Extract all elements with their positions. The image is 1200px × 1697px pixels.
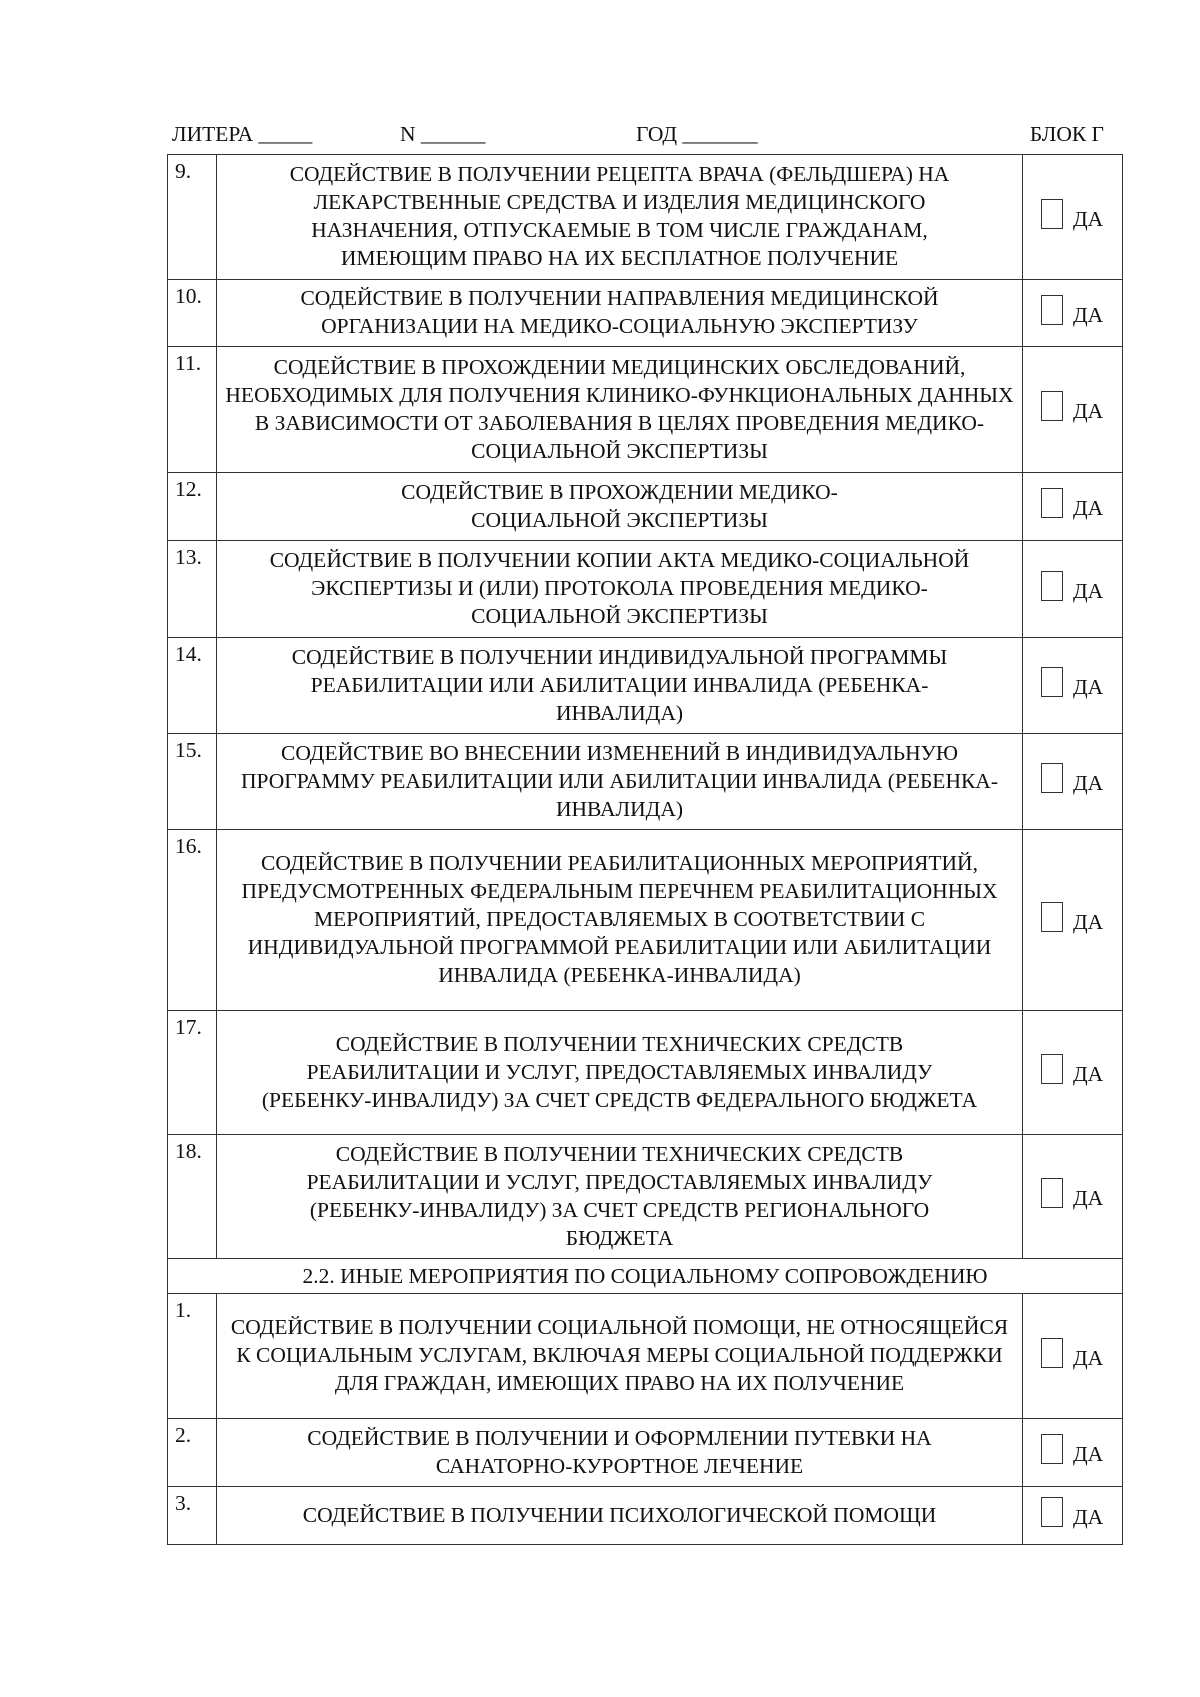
measures-table — [167, 154, 1123, 1545]
yes-label: ДА — [1073, 1062, 1104, 1086]
table-row — [168, 638, 1123, 734]
table-row — [168, 155, 1123, 280]
item-number: 14. — [168, 638, 217, 734]
item-number: 16. — [168, 830, 217, 1011]
yes-cell — [1023, 280, 1123, 347]
number-field-label: N ______ — [400, 122, 486, 146]
item-text: СОДЕЙСТВИЕ В ПОЛУЧЕНИИ РЕЦЕПТА ВРАЧА (ФЕЛЬДШЕРА) НА ЛЕКАРСТВЕННЫЕ СРЕДСТВА И ИЗДЕЛИЯ МЕДИЦИНСКОГО НАЗНАЧЕНИЯ, ОТПУСКАЕМЫЕ В ТОМ ЧИСЛЕ ГРАЖДАНАМ, ИМЕЮЩИМ ПРАВО НА ИХ БЕСПЛАТНОЕ ПОЛУЧЕНИЕ — [217, 155, 1023, 280]
item-text: СОДЕЙСТВИЕ В ПРОХОЖДЕНИИ МЕДИКО-СОЦИАЛЬНОЙ ЭКСПЕРТИЗЫ — [217, 473, 1023, 541]
yes-cell — [1023, 347, 1123, 473]
yes-label: ДА — [1073, 1186, 1104, 1210]
item-text: СОДЕЙСТВИЕ В ПОЛУЧЕНИИ НАПРАВЛЕНИЯ МЕДИЦИНСКОЙ ОРГАНИЗАЦИИ НА МЕДИКО-СОЦИАЛЬНУЮ ЭКСПЕРТИЗУ — [217, 280, 1023, 347]
yes-label: ДА — [1073, 1442, 1104, 1466]
yes-label: ДА — [1073, 496, 1104, 520]
yes-label: ДА — [1073, 1505, 1104, 1529]
item-number: 18. — [168, 1135, 217, 1259]
item-number: 12. — [168, 473, 217, 541]
litera-field-label: ЛИТЕРА _____ — [172, 122, 313, 146]
item-text: СОДЕЙСТВИЕ В ПОЛУЧЕНИИ ПСИХОЛОГИЧЕСКОЙ ПОМОЩИ — [217, 1487, 1023, 1545]
yes-checkbox[interactable] — [1041, 763, 1063, 793]
item-text: СОДЕЙСТВИЕ В ПОЛУЧЕНИИ КОПИИ АКТА МЕДИКО-СОЦИАЛЬНОЙ ЭКСПЕРТИЗЫ И (ИЛИ) ПРОТОКОЛА ПРОВЕДЕНИЯ МЕДИКО-СОЦИАЛЬНОЙ ЭКСПЕРТИЗЫ — [217, 541, 1023, 638]
yes-cell — [1023, 734, 1123, 830]
item-text: СОДЕЙСТВИЕ В ПОЛУЧЕНИИ ТЕХНИЧЕСКИХ СРЕДСТВ РЕАБИЛИТАЦИИ И УСЛУГ, ПРЕДОСТАВЛЯЕМЫХ ИНВАЛИДУ (РЕБЕНКУ-ИНВАЛИДУ) ЗА СЧЕТ СРЕДСТВ РЕГИОНАЛЬНОГО БЮДЖЕТА — [217, 1135, 1023, 1259]
table-row — [168, 1419, 1123, 1487]
item-text: СОДЕЙСТВИЕ В ПОЛУЧЕНИИ ТЕХНИЧЕСКИХ СРЕДСТВ РЕАБИЛИТАЦИИ И УСЛУГ, ПРЕДОСТАВЛЯЕМЫХ ИНВАЛИДУ (РЕБЕНКУ-ИНВАЛИДУ) ЗА СЧЕТ СРЕДСТВ ФЕДЕРАЛЬНОГО БЮДЖЕТА — [217, 1011, 1023, 1135]
yes-checkbox[interactable] — [1041, 391, 1063, 421]
item-text: СОДЕЙСТВИЕ В ПРОХОЖДЕНИИ МЕДИЦИНСКИХ ОБСЛЕДОВАНИЙ, НЕОБХОДИМЫХ ДЛЯ ПОЛУЧЕНИЯ КЛИНИКО-ФУНКЦИОНАЛЬНЫХ ДАННЫХ В ЗАВИСИМОСТИ ОТ ЗАБОЛЕВАНИЯ В ЦЕЛЯХ ПРОВЕДЕНИЯ МЕДИКО-СОЦИАЛЬНОЙ ЭКСПЕРТИЗЫ — [217, 347, 1023, 473]
table-row — [168, 830, 1123, 1011]
table-row — [168, 1294, 1123, 1419]
item-number: 9. — [168, 155, 217, 280]
section-row — [168, 1259, 1123, 1294]
item-number: 2. — [168, 1419, 217, 1487]
block-label: БЛОК Г — [1029, 122, 1104, 146]
yes-cell — [1023, 1419, 1123, 1487]
yes-cell — [1023, 638, 1123, 734]
table-row — [168, 1011, 1123, 1135]
yes-checkbox[interactable] — [1041, 1434, 1063, 1464]
yes-checkbox[interactable] — [1041, 295, 1063, 325]
table-row — [168, 347, 1123, 473]
yes-checkbox[interactable] — [1041, 488, 1063, 518]
item-number: 1. — [168, 1294, 217, 1419]
yes-label: ДА — [1073, 206, 1104, 231]
item-number: 13. — [168, 541, 217, 638]
item-text: СОДЕЙСТВИЕ В ПОЛУЧЕНИИ ИНДИВИДУАЛЬНОЙ ПРОГРАММЫ РЕАБИЛИТАЦИИ ИЛИ АБИЛИТАЦИИ ИНВАЛИДА (РЕБЕНКА-ИНВАЛИДА) — [217, 638, 1023, 734]
item-number: 11. — [168, 347, 217, 473]
yes-checkbox[interactable] — [1041, 902, 1063, 932]
yes-cell — [1023, 473, 1123, 541]
yes-label: ДА — [1073, 578, 1104, 603]
yes-cell — [1023, 155, 1123, 280]
yes-checkbox[interactable] — [1041, 1178, 1063, 1208]
yes-label: ДА — [1073, 302, 1104, 327]
section-title: 2.2. ИНЫЕ МЕРОПРИЯТИЯ ПО СОЦИАЛЬНОМУ СОПРОВОЖДЕНИЮ — [168, 1259, 1123, 1294]
yes-cell — [1023, 830, 1123, 1011]
yes-checkbox[interactable] — [1041, 1054, 1063, 1084]
table-row — [168, 473, 1123, 541]
table-row — [168, 280, 1123, 347]
item-number: 15. — [168, 734, 217, 830]
table-row — [168, 1135, 1123, 1259]
item-text: СОДЕЙСТВИЕ ВО ВНЕСЕНИИ ИЗМЕНЕНИЙ В ИНДИВИДУАЛЬНУЮ ПРОГРАММУ РЕАБИЛИТАЦИИ ИЛИ АБИЛИТАЦИИ ИНВАЛИДА (РЕБЕНКА-ИНВАЛИДА) — [217, 734, 1023, 830]
yes-checkbox[interactable] — [1041, 667, 1063, 697]
yes-label: ДА — [1073, 771, 1104, 795]
yes-label: ДА — [1073, 675, 1104, 699]
yes-checkbox[interactable] — [1041, 571, 1063, 601]
yes-cell — [1023, 1011, 1123, 1135]
yes-label: ДА — [1073, 1345, 1104, 1370]
yes-label: ДА — [1073, 909, 1104, 934]
yes-checkbox[interactable] — [1041, 199, 1063, 229]
item-number: 3. — [168, 1487, 217, 1545]
yes-label: ДА — [1073, 399, 1104, 423]
item-number: 17. — [168, 1011, 217, 1135]
item-text: СОДЕЙСТВИЕ В ПОЛУЧЕНИИ СОЦИАЛЬНОЙ ПОМОЩИ, НЕ ОТНОСЯЩЕЙСЯ К СОЦИАЛЬНЫМ УСЛУГАМ, ВКЛЮЧАЯ МЕРЫ СОЦИАЛЬНОЙ ПОДДЕРЖКИ ДЛЯ ГРАЖДАН, ИМЕЮЩИХ ПРАВО НА ИХ ПОЛУЧЕНИЕ — [217, 1294, 1023, 1419]
item-text: СОДЕЙСТВИЕ В ПОЛУЧЕНИИ И ОФОРМЛЕНИИ ПУТЕВКИ НА САНАТОРНО-КУРОРТНОЕ ЛЕЧЕНИЕ — [217, 1419, 1023, 1487]
page-header — [172, 122, 1118, 148]
yes-cell — [1023, 1135, 1123, 1259]
yes-cell — [1023, 541, 1123, 638]
yes-cell — [1023, 1487, 1123, 1545]
table-row — [168, 1487, 1123, 1545]
yes-checkbox[interactable] — [1041, 1338, 1063, 1368]
yes-cell — [1023, 1294, 1123, 1419]
item-number: 10. — [168, 280, 217, 347]
table-row — [168, 541, 1123, 638]
item-text: СОДЕЙСТВИЕ В ПОЛУЧЕНИИ РЕАБИЛИТАЦИОННЫХ МЕРОПРИЯТИЙ, ПРЕДУСМОТРЕННЫХ ФЕДЕРАЛЬНЫМ ПЕРЕЧНЕМ РЕАБИЛИТАЦИОННЫХ МЕРОПРИЯТИЙ, ПРЕДОСТАВЛЯЕМЫХ В СООТВЕТСТВИИ С ИНДИВИДУАЛЬНОЙ ПРОГРАММОЙ РЕАБИЛИТАЦИИ ИЛИ АБИЛИТАЦИИ ИНВАЛИДА (РЕБЕНКА-ИНВАЛИДА) — [217, 830, 1023, 1011]
yes-checkbox[interactable] — [1041, 1497, 1063, 1527]
year-field-label: ГОД _______ — [636, 122, 758, 146]
table-row — [168, 734, 1123, 830]
